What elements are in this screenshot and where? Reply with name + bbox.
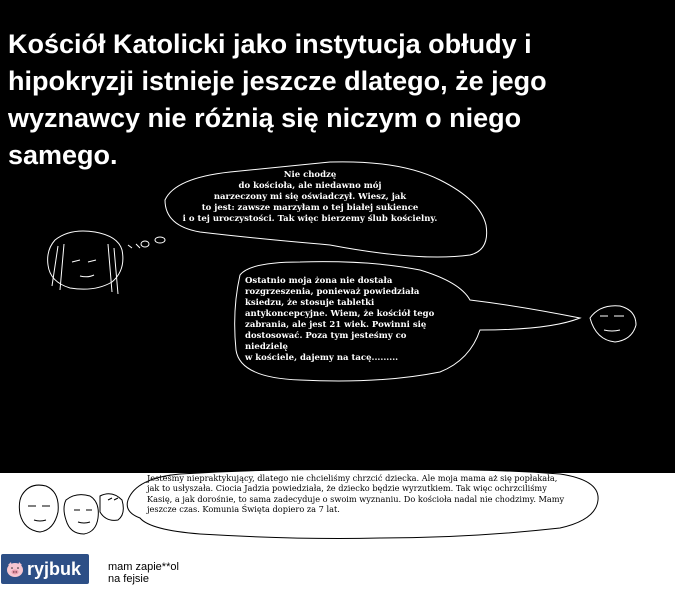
speech-text-3: Jesteśmy niepraktykujący, dlatego nie chcieliśmy chrzcić dziecka. Ale moja mama aż się popłakała, jak to usłyszała. Ciocia Jadzia powiedziała, że dziecko będzie wyrzutkiem. Tak więc ochrzciliśmy Kasię, a jak dorośnie, to sama zadecyduje o swoim wyznaniu. Do kościoła nadal nie chodzimy. Mamy jeszcze czas. Komunia Święta dopiero za 7 lat. <box>147 473 565 515</box>
logo-text: ryjbuk <box>27 559 82 579</box>
pig-icon <box>5 559 25 579</box>
comic-title: Kościół Katolicki jako instytucja obłudy i hipokryzji istnieje jeszcze dlatego, że jego wyznawcy nie różnią się niczym o niego samego. <box>8 29 547 170</box>
footer-caption: mam zapie**ol na fejsie <box>108 561 179 585</box>
footer <box>0 546 675 592</box>
speech-text-2: Ostatnio moja żona nie dostała rozgrzeszenia, ponieważ powiedziała ksiedzu, że stosuje tabletki antykoncepcyjne. Wiem, że kościół tego zabrania, ale jest 21 wiek. Powinni się dostosować. Poza tym jesteśmy co niedzielę w kościele, dajemy na tacę......... <box>245 276 435 363</box>
ryjbuk-logo[interactable] <box>1 554 89 584</box>
speech-text-1: Nie chodzę do kościoła, ale niedawno mój narzeczony mi się oświadczył. Wiesz, jak to jest: zawsze marzyłam o tej białej sukience i o tej uroczystości. Tak więc bierzemy ślub kościelny. <box>182 170 438 224</box>
